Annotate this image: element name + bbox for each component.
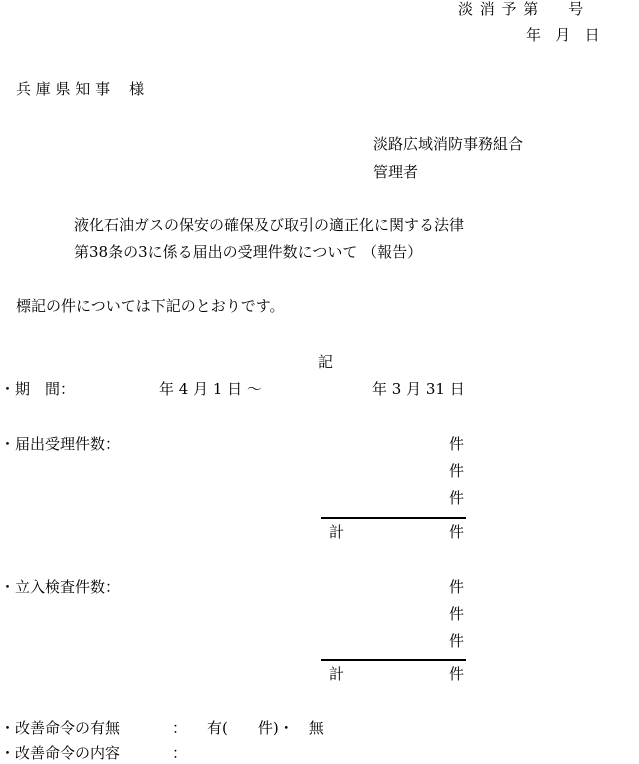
- notifications-total-unit: 件: [449, 523, 465, 541]
- document-number: 淡 消 予 第 号: [458, 0, 585, 18]
- sender-title: 管理者: [373, 163, 419, 181]
- inspections-label: ・立入検査件数：: [0, 578, 121, 596]
- ki-heading: 記: [318, 353, 334, 371]
- subject-line-1: 液化石油ガスの保安の確保及び取引の適正化に関する法律: [74, 216, 465, 234]
- improvement-content-label: ・改善命令の内容: [0, 744, 121, 762]
- period-label: ・期 間：: [0, 380, 76, 398]
- improvement-content-colon: ：: [172, 744, 188, 762]
- notifications-total-label: 計: [329, 523, 345, 541]
- notifications-label: ・届出受理件数：: [0, 435, 121, 453]
- period-start: 年 4 月 1 日 ～: [159, 380, 262, 398]
- inspections-total-unit: 件: [449, 665, 465, 683]
- notifications-row-3: 件: [449, 489, 465, 507]
- intro-text: 標記の件については下記のとおりです。: [16, 297, 285, 315]
- sender-organization: 淡路広域消防事務組合: [373, 135, 524, 153]
- notifications-row-2: 件: [449, 462, 465, 480]
- improvement-order-value: 有( 件)・ 無: [207, 719, 324, 737]
- inspections-row-2: 件: [449, 605, 465, 623]
- addressee: 兵 庫 県 知 事 様: [16, 80, 145, 98]
- inspections-total-rule: [321, 659, 466, 661]
- improvement-order-label: ・改善命令の有無: [0, 719, 121, 737]
- notifications-row-1: 件: [449, 435, 465, 453]
- document-date: 年 月 日: [526, 26, 600, 44]
- notifications-total-rule: [321, 517, 466, 519]
- inspections-total-label: 計: [329, 665, 345, 683]
- inspections-row-1: 件: [449, 578, 465, 596]
- period-end: 年 3 月 31 日: [372, 380, 465, 398]
- subject-line-2: 第38条の3に係る届出の受理件数について （報告）: [74, 243, 423, 261]
- inspections-row-3: 件: [449, 632, 465, 650]
- improvement-order-colon: ：: [172, 719, 188, 737]
